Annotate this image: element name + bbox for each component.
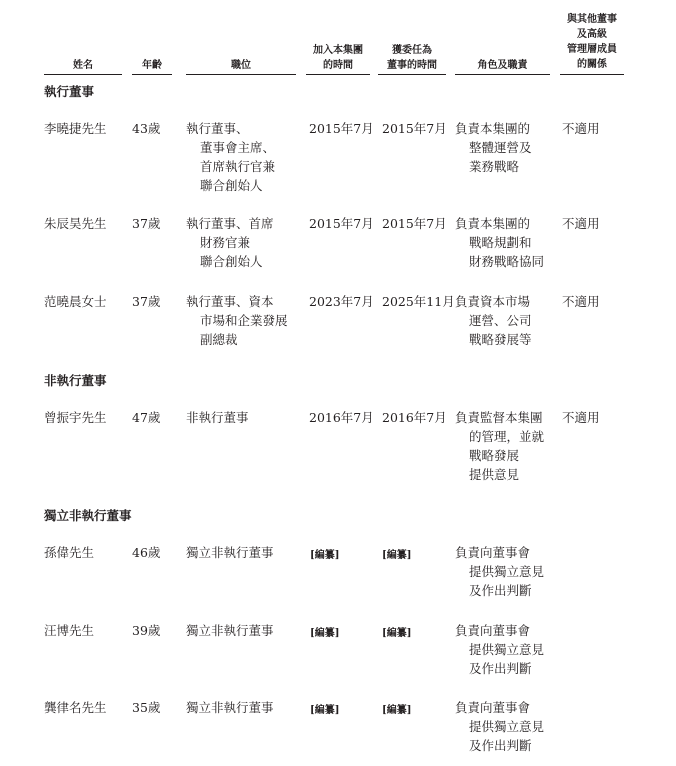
- cell-join-date: 2023年7月: [309, 294, 374, 309]
- cell-role: [455, 543, 544, 600]
- position-line: 非執行董事: [186, 410, 249, 425]
- role-line: 戰略發展等: [469, 332, 532, 347]
- cell-appoint-date: 2025年11月: [382, 294, 455, 309]
- position-line: 執行董事、: [186, 121, 249, 136]
- cell-join-date: [編纂]: [310, 705, 340, 716]
- cell-relationship: 不適用: [562, 294, 600, 309]
- role-line: 提供意見: [469, 467, 520, 482]
- cell-age: 46歲: [132, 545, 161, 560]
- cell-position: [186, 408, 249, 427]
- cell-name: 范曉晨女士: [44, 294, 107, 309]
- role-line: 提供獨立意見: [469, 642, 545, 657]
- role-line: 及作出判斷: [469, 583, 532, 598]
- cell-age: 39歲: [132, 623, 161, 638]
- header-relationship-line: 與其他董事: [567, 14, 617, 25]
- header-rule: [560, 74, 624, 75]
- role-line: 提供獨立意見: [469, 719, 545, 734]
- role-line: 負責監督本集團: [455, 410, 543, 425]
- role-line: 財務戰略協同: [469, 254, 545, 269]
- role-line: 負責向董事會: [455, 700, 531, 715]
- header-age: 年齡: [142, 60, 162, 71]
- cell-position: [186, 119, 275, 195]
- cell-join-date: 2015年7月: [309, 216, 374, 231]
- cell-name: 朱辰昊先生: [44, 216, 107, 231]
- section-title: 獨立非執行董事: [44, 508, 132, 523]
- position-line: 副總裁: [200, 332, 238, 347]
- header-relationship-line: 的關係: [577, 59, 607, 70]
- cell-name: 龔律名先生: [44, 700, 107, 715]
- cell-role: [455, 698, 544, 755]
- cell-name: 李曉捷先生: [44, 121, 107, 136]
- header-relationship-line: 管理層成員: [567, 44, 617, 55]
- header-rule: [132, 74, 172, 75]
- cell-relationship: 不適用: [562, 410, 600, 425]
- cell-name: 曾振宇先生: [44, 410, 107, 425]
- position-line: 聯合創始人: [200, 254, 263, 269]
- cell-name: 汪博先生: [44, 623, 95, 638]
- cell-join-date: 2015年7月: [309, 121, 374, 136]
- position-line: 獨立非執行董事: [186, 700, 274, 715]
- cell-age: 37歲: [132, 216, 161, 231]
- position-line: 獨立非執行董事: [186, 623, 274, 638]
- cell-role: [455, 292, 532, 349]
- role-line: 負責向董事會: [455, 623, 531, 638]
- role-line: 戰略發展: [469, 448, 520, 463]
- cell-appoint-date: [編纂]: [382, 550, 412, 561]
- role-line: 負責資本市場: [455, 294, 531, 309]
- position-line: 聯合創始人: [200, 178, 263, 193]
- cell-role: [455, 214, 544, 271]
- header-relationship: [560, 12, 624, 72]
- role-line: 業務戰略: [469, 159, 520, 174]
- cell-age: 37歲: [132, 294, 161, 309]
- cell-name: 孫偉先生: [44, 545, 95, 560]
- section-title: 非執行董事: [44, 373, 107, 388]
- header-rule: [186, 74, 296, 75]
- cell-role: [455, 119, 532, 176]
- cell-relationship: 不適用: [562, 216, 600, 231]
- role-line: 運營、公司: [469, 313, 532, 328]
- cell-appoint-date: [編纂]: [382, 705, 412, 716]
- cell-position: [186, 543, 274, 562]
- header-rule: [455, 74, 550, 75]
- header-relationship-line: 及高級: [577, 29, 607, 40]
- header-join-date-line: 的時間: [323, 60, 353, 71]
- cell-position: [186, 214, 274, 271]
- cell-join-date: [編纂]: [310, 628, 340, 639]
- cell-age: 43歲: [132, 121, 161, 136]
- cell-role: [455, 621, 544, 678]
- position-line: 市場和企業發展: [200, 313, 288, 328]
- position-line: 執行董事、首席: [186, 216, 274, 231]
- role-line: 的管理，並就: [469, 429, 545, 444]
- header-rule: [306, 74, 370, 75]
- header-appoint-date: [378, 43, 446, 73]
- header-appoint-date-line: 董事的時間: [387, 60, 437, 71]
- cell-position: [186, 698, 274, 717]
- cell-appoint-date: 2016年7月: [382, 410, 447, 425]
- cell-appoint-date: 2015年7月: [382, 216, 447, 231]
- cell-position: [186, 621, 274, 640]
- header-name: 姓名: [73, 60, 93, 71]
- role-line: 戰略規劃和: [469, 235, 532, 250]
- role-line: 及作出判斷: [469, 661, 532, 676]
- role-line: 及作出判斷: [469, 738, 532, 753]
- position-line: 獨立非執行董事: [186, 545, 274, 560]
- cell-age: 35歲: [132, 700, 161, 715]
- cell-relationship: 不適用: [562, 121, 600, 136]
- role-line: 負責向董事會: [455, 545, 531, 560]
- position-line: 董事會主席、: [200, 140, 276, 155]
- cell-join-date: 2016年7月: [309, 410, 374, 425]
- role-line: 負責本集團的: [455, 121, 531, 136]
- position-line: 首席執行官兼: [200, 159, 276, 174]
- cell-join-date: [編纂]: [310, 550, 340, 561]
- cell-appoint-date: [編纂]: [382, 628, 412, 639]
- cell-age: 47歲: [132, 410, 161, 425]
- position-line: 執行董事、資本: [186, 294, 274, 309]
- cell-position: [186, 292, 288, 349]
- header-rule: [44, 74, 122, 75]
- header-rule: [378, 74, 446, 75]
- position-line: 財務官兼: [200, 235, 251, 250]
- header-position: 職位: [231, 60, 251, 71]
- section-title: 執行董事: [44, 84, 95, 99]
- role-line: 負責本集團的: [455, 216, 531, 231]
- role-line: 整體運營及: [469, 140, 532, 155]
- role-line: 提供獨立意見: [469, 564, 545, 579]
- header-role: 角色及職責: [477, 60, 528, 71]
- cell-appoint-date: 2015年7月: [382, 121, 447, 136]
- header-join-date: [306, 43, 370, 73]
- header-join-date-line: 加入本集團: [313, 45, 363, 56]
- header-appoint-date-line: 獲委任為: [392, 45, 432, 56]
- cell-role: [455, 408, 544, 484]
